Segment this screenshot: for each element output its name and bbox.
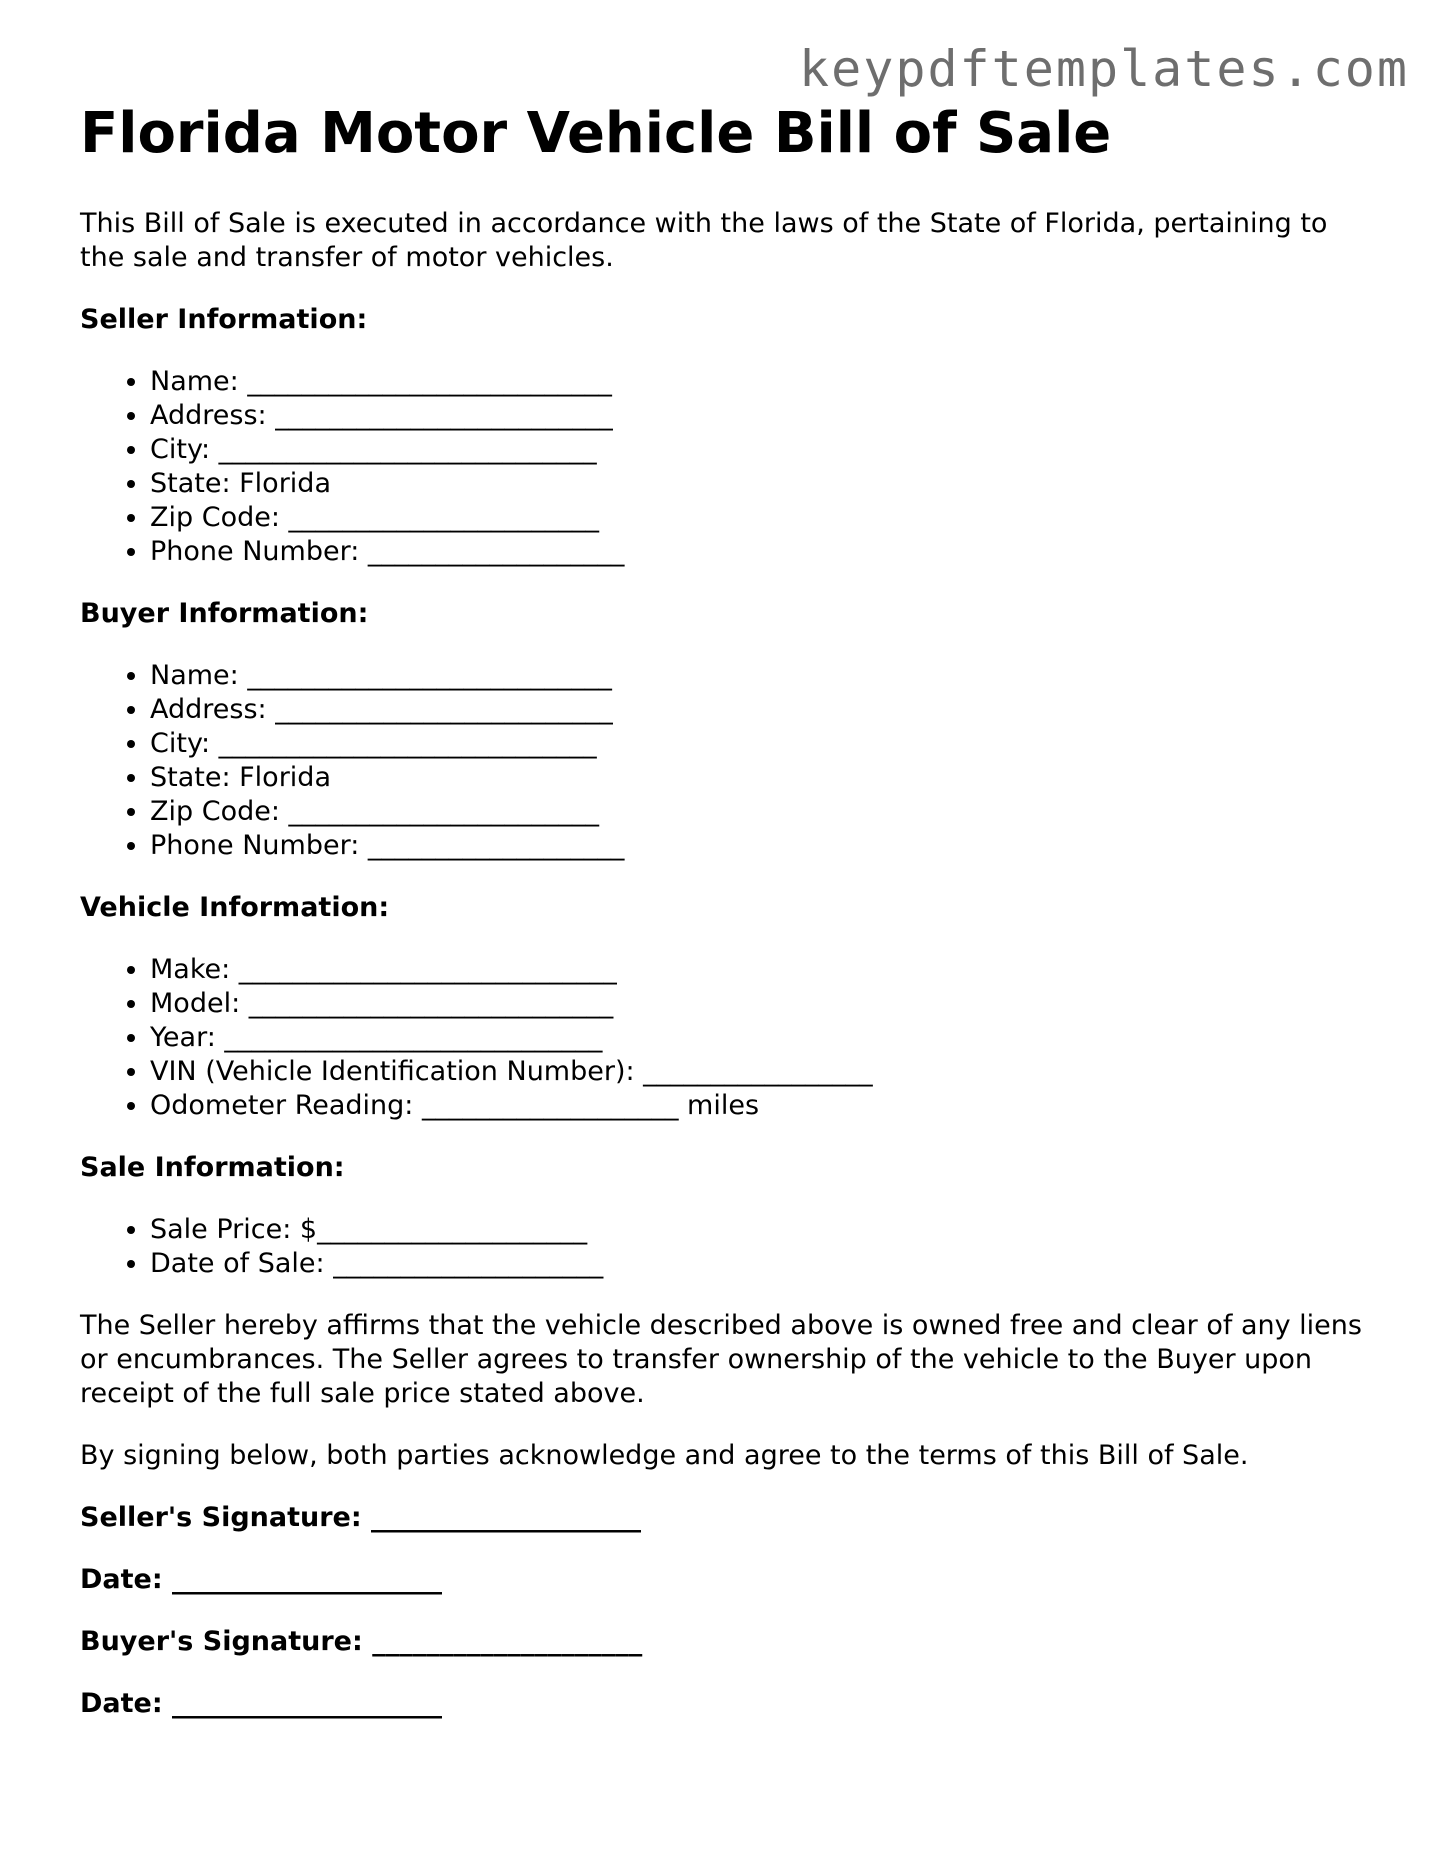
sale-section-heading: Sale Information: [80, 1152, 345, 1184]
seller-date-line[interactable]: Date: ____________________ [80, 1564, 443, 1596]
buyer-date-line[interactable]: Date: ____________________ [80, 1688, 443, 1720]
buyer-name-field[interactable]: • Name: ___________________________ [150, 659, 1380, 693]
sale-info-list [80, 1213, 1380, 1281]
watermark: keypdftemplates.com [799, 40, 1409, 98]
seller-zip-field[interactable]: • Zip Code: _______________________ [150, 501, 1380, 535]
vehicle-vin-field[interactable]: • VIN (Vehicle Identification Number): _________________ [150, 1055, 1380, 1089]
vehicle-section-heading: Vehicle Information: [80, 892, 390, 924]
document-page [80, 100, 1380, 1721]
seller-phone-field[interactable]: • Phone Number: ___________________ [150, 535, 1380, 569]
vehicle-model-field[interactable]: • Model: ___________________________ [150, 987, 1380, 1021]
document-title: Florida Motor Vehicle Bill of Sale [80, 101, 1112, 166]
intro-paragraph: This Bill of Sale is executed in accordance with the laws of the State of Florida, pertaining to the sale and transfer of motor vehicles. [80, 208, 1328, 274]
buyer-phone-field[interactable]: • Phone Number: ___________________ [150, 829, 1380, 863]
sale-price-field[interactable]: • Sale Price: $____________________ [150, 1213, 1380, 1247]
seller-city-field[interactable]: • City: ____________________________ [150, 433, 1380, 467]
buyer-state-field: • State: Florida [150, 761, 1380, 795]
buyer-address-field[interactable]: • Address: _________________________ [150, 693, 1380, 727]
seller-name-field[interactable]: • Name: ___________________________ [150, 365, 1380, 399]
seller-section-heading: Seller Information: [80, 304, 368, 336]
buyer-city-field[interactable]: • City: ____________________________ [150, 727, 1380, 761]
affirmation-paragraph: The Seller hereby affirms that the vehicle described above is owned free and clear of any liens or encumbrances. The Seller agrees to transfer ownership of the vehicle to the Buyer upon receipt of the full sale price stated above. [80, 1310, 1362, 1410]
vehicle-year-field[interactable]: • Year: ____________________________ [150, 1021, 1380, 1055]
buyer-info-list [80, 659, 1380, 863]
vehicle-make-field[interactable]: • Make: ____________________________ [150, 953, 1380, 987]
acknowledgement-paragraph: By signing below, both parties acknowledge and agree to the terms of this Bill of Sale. [80, 1440, 1249, 1472]
buyer-zip-field[interactable]: • Zip Code: _______________________ [150, 795, 1380, 829]
vehicle-odometer-field[interactable]: • Odometer Reading: ___________________ miles [150, 1089, 1380, 1123]
sale-date-field[interactable]: • Date of Sale: ____________________ [150, 1247, 1380, 1281]
seller-state-field: • State: Florida [150, 467, 1380, 501]
buyer-section-heading: Buyer Information: [80, 598, 369, 630]
seller-signature-line[interactable]: Seller's Signature: ____________________ [80, 1502, 642, 1534]
buyer-signature-line[interactable]: Buyer's Signature: ____________________ [80, 1626, 643, 1658]
vehicle-info-list [80, 953, 1380, 1123]
seller-info-list [80, 365, 1380, 569]
seller-address-field[interactable]: • Address: _________________________ [150, 399, 1380, 433]
